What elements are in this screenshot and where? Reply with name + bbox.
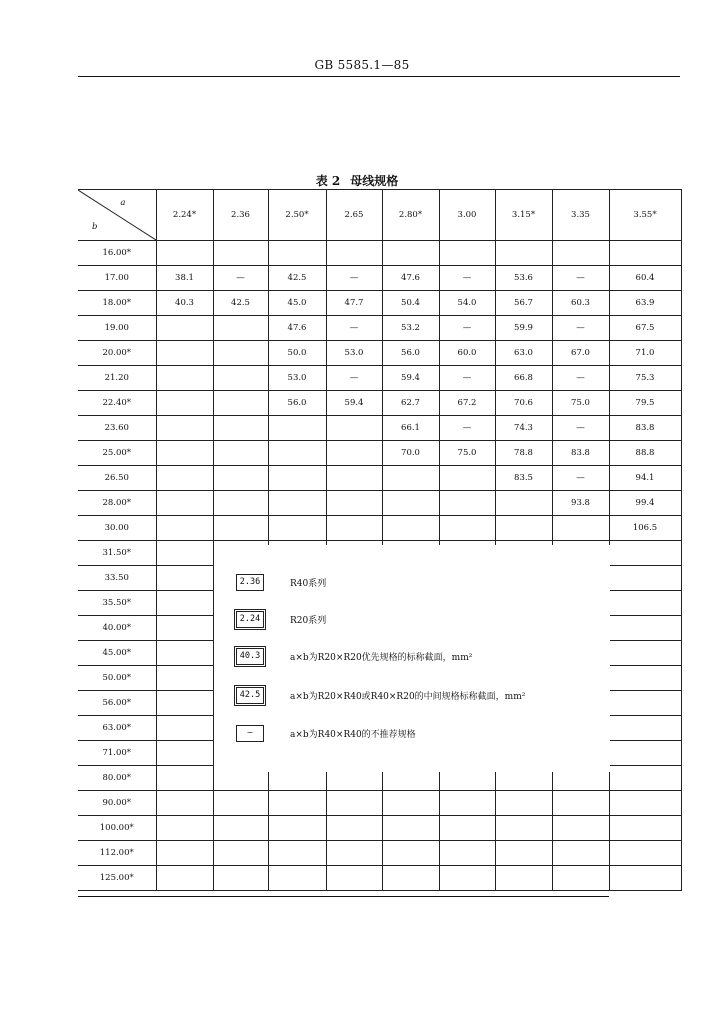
- section-cell: 63.9: [609, 291, 681, 316]
- column-header: 3.35: [552, 190, 609, 241]
- section-cell: [609, 741, 681, 766]
- section-cell: 66.8: [495, 366, 552, 391]
- section-cell: 50.0: [268, 341, 326, 366]
- section-cell: [495, 241, 552, 266]
- section-cell: [156, 591, 213, 616]
- row-header-b: 56.00*: [78, 691, 156, 716]
- section-cell: [609, 241, 681, 266]
- section-cell: [156, 241, 213, 266]
- column-header: 2.36: [213, 190, 268, 241]
- section-cell: 94.1: [609, 466, 681, 491]
- section-cell: [382, 241, 439, 266]
- row-header-b: 100.00*: [78, 816, 156, 841]
- section-cell: 66.1: [382, 416, 439, 441]
- section-cell: 106.5: [609, 516, 681, 541]
- section-cell: [326, 866, 382, 891]
- section-cell: [495, 816, 552, 841]
- legend-swatch: 42.5: [236, 687, 264, 704]
- legend-swatch: 40.3: [236, 648, 264, 665]
- section-cell: [268, 866, 326, 891]
- row-header-b: 31.50*: [78, 541, 156, 566]
- section-cell: [156, 441, 213, 466]
- section-cell: [156, 466, 213, 491]
- section-cell: [156, 866, 213, 891]
- table-row: [78, 416, 681, 441]
- row-header-b: 35.50*: [78, 591, 156, 616]
- section-cell: [609, 616, 681, 641]
- row-header-b: 25.00*: [78, 441, 156, 466]
- section-cell: [609, 716, 681, 741]
- section-cell: 75.0: [439, 441, 495, 466]
- table-row: [78, 491, 681, 516]
- section-cell: [495, 491, 552, 516]
- section-cell: 38.1: [156, 266, 213, 291]
- section-cell: [268, 441, 326, 466]
- section-cell: [156, 341, 213, 366]
- section-cell: 60.3: [552, 291, 609, 316]
- section-cell: 45.0: [268, 291, 326, 316]
- table-row: [78, 391, 681, 416]
- column-header: 2.65: [326, 190, 382, 241]
- section-cell: [439, 491, 495, 516]
- section-cell: 70.0: [382, 441, 439, 466]
- section-cell: [213, 866, 268, 891]
- section-cell: [382, 466, 439, 491]
- section-cell: [382, 791, 439, 816]
- section-cell: [213, 791, 268, 816]
- section-cell: 53.0: [326, 341, 382, 366]
- row-header-b: 71.00*: [78, 741, 156, 766]
- section-cell: 67.5: [609, 316, 681, 341]
- section-cell: [213, 341, 268, 366]
- section-cell: [552, 791, 609, 816]
- section-cell: [156, 741, 213, 766]
- section-cell: [156, 691, 213, 716]
- section-cell: [495, 841, 552, 866]
- section-cell: [552, 866, 609, 891]
- table-row: [78, 441, 681, 466]
- section-cell: [156, 616, 213, 641]
- section-cell: [495, 516, 552, 541]
- section-cell: [326, 466, 382, 491]
- section-cell: [326, 441, 382, 466]
- section-cell: [156, 316, 213, 341]
- section-cell: —: [439, 266, 495, 291]
- row-header-b: 30.00: [78, 516, 156, 541]
- column-header: 3.55*: [609, 190, 681, 241]
- table-row: [78, 816, 681, 841]
- section-cell: [268, 466, 326, 491]
- section-cell: 83.5: [495, 466, 552, 491]
- section-cell: —: [552, 466, 609, 491]
- section-cell: [326, 241, 382, 266]
- section-cell: [156, 566, 213, 591]
- section-cell: —: [439, 416, 495, 441]
- section-cell: [156, 841, 213, 866]
- legend-text: R40系列: [290, 578, 327, 589]
- section-cell: 83.8: [552, 441, 609, 466]
- legend-text: a×b为R20×R40或R40×R20的中间规格标称截面，mm²: [290, 691, 526, 702]
- section-cell: [382, 866, 439, 891]
- row-header-b: 23.60: [78, 416, 156, 441]
- row-header-b: 19.00: [78, 316, 156, 341]
- table-row: [78, 241, 681, 266]
- section-cell: [609, 666, 681, 691]
- row-header-b: 50.00*: [78, 666, 156, 691]
- section-cell: 50.4: [382, 291, 439, 316]
- row-header-b: 33.50: [78, 566, 156, 591]
- section-cell: [156, 816, 213, 841]
- section-cell: [156, 491, 213, 516]
- section-cell: [439, 791, 495, 816]
- legend-text: a×b为R20×R20优先规格的标称截面，mm²: [290, 652, 473, 663]
- section-cell: —: [326, 366, 382, 391]
- header-rule: [78, 76, 680, 77]
- row-header-b: 80.00*: [78, 766, 156, 791]
- section-cell: 42.5: [268, 266, 326, 291]
- row-header-b: 28.00*: [78, 491, 156, 516]
- standard-number: GB 5585.1—85: [314, 58, 410, 72]
- section-cell: 56.0: [268, 391, 326, 416]
- section-cell: 67.2: [439, 391, 495, 416]
- section-cell: 62.7: [382, 391, 439, 416]
- corner-diagonal: [78, 190, 156, 240]
- section-cell: —: [326, 266, 382, 291]
- section-cell: [382, 816, 439, 841]
- legend-item: [236, 572, 326, 592]
- section-cell: [552, 241, 609, 266]
- section-cell: [156, 541, 213, 566]
- row-header-b: 45.00*: [78, 641, 156, 666]
- section-cell: [268, 816, 326, 841]
- section-cell: 88.8: [609, 441, 681, 466]
- section-cell: [268, 516, 326, 541]
- section-cell: 63.0: [495, 341, 552, 366]
- section-cell: [609, 566, 681, 591]
- section-cell: 47.6: [268, 316, 326, 341]
- section-cell: [382, 516, 439, 541]
- legend-text: R20系列: [290, 615, 327, 626]
- row-header-b: 17.00: [78, 266, 156, 291]
- table-row: [78, 291, 681, 316]
- section-cell: [609, 766, 681, 791]
- section-cell: 75.3: [609, 366, 681, 391]
- section-cell: 67.0: [552, 341, 609, 366]
- corner-label-b: b: [92, 222, 98, 232]
- section-cell: [609, 541, 681, 566]
- row-header-b: 90.00*: [78, 791, 156, 816]
- section-cell: 54.0: [439, 291, 495, 316]
- section-cell: [156, 641, 213, 666]
- section-cell: 93.8: [552, 491, 609, 516]
- section-cell: [156, 416, 213, 441]
- legend-item: [236, 723, 416, 743]
- table-row: [78, 791, 681, 816]
- section-cell: [326, 516, 382, 541]
- corner-header-cell: [78, 190, 156, 241]
- section-cell: 56.7: [495, 291, 552, 316]
- section-cell: 99.4: [609, 491, 681, 516]
- row-header-b: 20.00*: [78, 341, 156, 366]
- section-cell: [326, 816, 382, 841]
- section-cell: 53.2: [382, 316, 439, 341]
- section-cell: [268, 791, 326, 816]
- section-cell: [326, 841, 382, 866]
- section-cell: 79.5: [609, 391, 681, 416]
- section-cell: —: [552, 416, 609, 441]
- section-cell: 56.0: [382, 341, 439, 366]
- section-cell: 70.6: [495, 391, 552, 416]
- section-cell: [213, 316, 268, 341]
- column-header: 2.50*: [268, 190, 326, 241]
- section-cell: —: [552, 316, 609, 341]
- section-cell: 53.6: [495, 266, 552, 291]
- section-cell: 83.8: [609, 416, 681, 441]
- row-header-b: 63.00*: [78, 716, 156, 741]
- section-cell: —: [326, 316, 382, 341]
- corner-label-a: a: [120, 198, 126, 208]
- section-cell: [213, 841, 268, 866]
- section-cell: [439, 466, 495, 491]
- table-row: [78, 366, 681, 391]
- busbar-spec-table: [78, 189, 682, 891]
- row-header-b: 40.00*: [78, 616, 156, 641]
- section-cell: [495, 791, 552, 816]
- section-cell: [495, 866, 552, 891]
- table-row: [78, 466, 681, 491]
- legend-text: a×b为R40×R40的不推荐规格: [290, 729, 416, 740]
- section-cell: [213, 241, 268, 266]
- section-cell: [326, 491, 382, 516]
- section-cell: [268, 841, 326, 866]
- section-cell: [609, 866, 681, 891]
- legend-item: [236, 685, 525, 705]
- section-cell: —: [439, 366, 495, 391]
- section-cell: [213, 441, 268, 466]
- section-cell: [552, 816, 609, 841]
- section-cell: [439, 816, 495, 841]
- section-cell: 40.3: [156, 291, 213, 316]
- legend-swatch: —: [236, 725, 264, 742]
- section-cell: 59.9: [495, 316, 552, 341]
- legend-box: [214, 545, 610, 772]
- legend-swatch: 2.24: [236, 611, 264, 628]
- section-cell: [156, 716, 213, 741]
- section-cell: [156, 391, 213, 416]
- section-cell: [156, 516, 213, 541]
- section-cell: 60.4: [609, 266, 681, 291]
- section-cell: [213, 391, 268, 416]
- section-cell: 47.6: [382, 266, 439, 291]
- section-cell: [213, 416, 268, 441]
- section-cell: [156, 666, 213, 691]
- section-cell: 75.0: [552, 391, 609, 416]
- section-cell: 74.3: [495, 416, 552, 441]
- section-cell: —: [213, 266, 268, 291]
- section-cell: [268, 241, 326, 266]
- section-cell: [609, 641, 681, 666]
- row-header-b: 18.00*: [78, 291, 156, 316]
- section-cell: [156, 766, 213, 791]
- section-cell: [609, 691, 681, 716]
- table-row: [78, 266, 681, 291]
- section-cell: [439, 866, 495, 891]
- section-cell: 60.0: [439, 341, 495, 366]
- section-cell: [213, 516, 268, 541]
- section-cell: [382, 491, 439, 516]
- row-header-b: 16.00*: [78, 241, 156, 266]
- section-cell: [326, 791, 382, 816]
- section-cell: 53.0: [268, 366, 326, 391]
- section-cell: [268, 416, 326, 441]
- section-cell: [609, 816, 681, 841]
- table-row: [78, 316, 681, 341]
- legend-swatch: 2.36: [236, 574, 264, 591]
- section-cell: [268, 491, 326, 516]
- section-cell: 42.5: [213, 291, 268, 316]
- section-cell: 71.0: [609, 341, 681, 366]
- table-caption: [0, 172, 724, 189]
- table-title: 母线规格: [350, 174, 399, 188]
- section-cell: 59.4: [382, 366, 439, 391]
- row-header-b: 22.40*: [78, 391, 156, 416]
- section-cell: 47.7: [326, 291, 382, 316]
- legend-item: [236, 646, 472, 666]
- section-cell: [609, 841, 681, 866]
- row-header-b: 26.50: [78, 466, 156, 491]
- legend-item: [236, 609, 326, 629]
- section-cell: [439, 241, 495, 266]
- section-cell: —: [552, 366, 609, 391]
- table-number: 表 2: [315, 174, 341, 188]
- section-cell: [439, 516, 495, 541]
- section-cell: [213, 466, 268, 491]
- section-cell: [609, 591, 681, 616]
- section-cell: [552, 516, 609, 541]
- column-header: 3.00: [439, 190, 495, 241]
- section-cell: [213, 816, 268, 841]
- column-header: 3.15*: [495, 190, 552, 241]
- table-row: [78, 341, 681, 366]
- table-row: [78, 841, 681, 866]
- section-cell: 59.4: [326, 391, 382, 416]
- section-cell: [156, 366, 213, 391]
- section-cell: [439, 841, 495, 866]
- section-cell: [382, 841, 439, 866]
- column-header: 2.80*: [382, 190, 439, 241]
- column-header: 2.24*: [156, 190, 213, 241]
- section-cell: [326, 416, 382, 441]
- table-row: [78, 516, 681, 541]
- table-row: [78, 866, 681, 891]
- section-cell: [552, 841, 609, 866]
- row-header-b: 125.00*: [78, 866, 156, 891]
- section-cell: [156, 791, 213, 816]
- section-cell: [213, 491, 268, 516]
- section-cell: —: [552, 266, 609, 291]
- section-cell: 78.8: [495, 441, 552, 466]
- row-header-b: 21.20: [78, 366, 156, 391]
- table-bottom-rule: [78, 896, 609, 897]
- section-cell: —: [439, 316, 495, 341]
- row-header-b: 112.00*: [78, 841, 156, 866]
- section-cell: [213, 366, 268, 391]
- section-cell: [609, 791, 681, 816]
